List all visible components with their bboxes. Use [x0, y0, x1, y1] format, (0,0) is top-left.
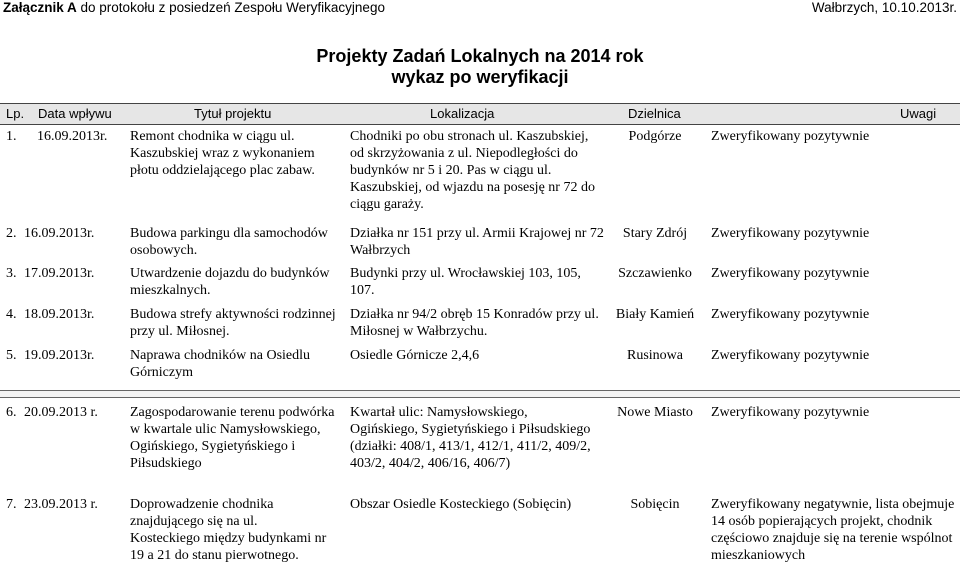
row-notes: Zweryfikowany pozytywnie: [711, 405, 870, 420]
page-title: [0, 46, 960, 88]
row-notes: Zweryfikowany pozytywnie: [711, 266, 870, 281]
row-title: Doprowadzenie chodnika znajdującego się na ul. Kosteckiego między budynkami nr 19 a 21 do stanu pierwotnego.: [130, 497, 327, 563]
attachment-label-rest: do protokołu z posiedzeń Zespołu Weryfikacyjnego: [76, 0, 385, 15]
row-district: Biały Kamień: [615, 307, 695, 322]
row-date: 18.09.2013r.: [24, 307, 95, 322]
row-district: Stary Zdrój: [622, 226, 688, 241]
row-lp: 7.: [6, 497, 17, 512]
row-location: Działka nr 151 przy ul. Armii Krajowej nr 72 Wałbrzych: [350, 226, 604, 258]
column-header-district: Dzielnica: [628, 106, 681, 121]
row-date: 20.09.2013 r.: [24, 405, 98, 420]
row-title: Budowa parkingu dla samochodów osobowych.: [130, 226, 328, 258]
table-header: [0, 103, 960, 125]
row-date: 16.09.2013r.: [37, 129, 108, 144]
row-notes: Zweryfikowany negatywnie, lista obejmuje 14 osób popierających projekt, chodnik częściowo znajduje się na terenie wspólnot mieszkaniowych: [711, 497, 955, 563]
row-date: 23.09.2013 r.: [24, 497, 98, 512]
page-title-line-1: Projekty Zadań Lokalnych na 2014 rok: [316, 46, 644, 66]
column-header-location: Lokalizacja: [430, 106, 495, 121]
row-district: Nowe Miasto: [617, 405, 693, 420]
column-header-lp: Lp.: [6, 106, 25, 121]
row-location: Działka nr 94/2 obręb 15 Konradów przy ul. Miłosnej w Wałbrzychu.: [350, 307, 599, 339]
row-location: Budynki przy ul. Wrocławskiej 103, 105, 107.: [350, 266, 581, 298]
row-title: Utwardzenie dojazdu do budynków mieszkalnych.: [130, 266, 330, 298]
row-district: Szczawienko: [618, 266, 692, 281]
row-lp: 5.: [6, 348, 17, 363]
row-lp: 1.: [6, 129, 17, 144]
row-location: Chodniki po obu stronach ul. Kaszubskiej, od skrzyżowania z ul. Niepodległości do budynków nr 5 i 20. Pas w ciągu ul. Kaszubskiej, od wjazdu na posesję nr 72 do ciągu garaży.: [350, 129, 595, 212]
row-notes: Zweryfikowany pozytywnie: [711, 226, 870, 241]
row-title: Zagospodarowanie terenu podwórka w kwartale ulic Namysłowskiego, Ogińskiego, Sygietyńskiego i Piłsudskiego: [130, 405, 335, 471]
row-district: Sobięcin: [630, 497, 680, 512]
row-title: Budowa strefy aktywności rodzinnej przy ul. Miłosnej.: [130, 307, 336, 339]
section-divider: [0, 390, 960, 398]
document-header: [0, 0, 960, 16]
row-date: 17.09.2013r.: [24, 266, 95, 281]
row-lp: 3.: [6, 266, 17, 281]
place-date: Wałbrzych, 10.10.2013r.: [811, 0, 957, 15]
attachment-label: [3, 0, 385, 15]
row-location: Kwartał ulic: Namysłowskiego, Ogińskiego, Sygietyńskiego i Piłsudskiego (działki: 408/1, 413/1, 412/1, 411/2, 409/2, 403/2, 404/2, 406/16, 406/7): [350, 405, 591, 471]
row-notes: Zweryfikowany pozytywnie: [711, 307, 870, 322]
row-title: Naprawa chodników na Osiedlu Górniczym: [130, 348, 311, 380]
row-lp: 4.: [6, 307, 17, 322]
row-district: Rusinowa: [627, 348, 683, 363]
row-notes: Zweryfikowany pozytywnie: [711, 348, 870, 363]
column-header-title: Tytuł projektu: [194, 106, 272, 121]
row-lp: 6.: [6, 405, 17, 420]
row-date: 19.09.2013r.: [24, 348, 95, 363]
column-header-notes: Uwagi: [900, 106, 937, 121]
row-district: Podgórze: [628, 129, 682, 144]
attachment-label-bold: Załącznik A: [3, 0, 77, 15]
row-title: Remont chodnika w ciągu ul. Kaszubskiej wraz z wykonaniem płotu oddzielającego plac zabaw.: [130, 129, 315, 178]
column-header-date: Data wpływu: [38, 106, 112, 121]
page-title-line-2: wykaz po weryfikacji: [391, 67, 569, 87]
row-notes: Zweryfikowany pozytywnie: [711, 129, 870, 144]
row-lp: 2.: [6, 226, 17, 241]
row-date: 16.09.2013r.: [24, 226, 95, 241]
row-location: Osiedle Górnicze 2,4,6: [350, 348, 480, 363]
row-location: Obszar Osiedle Kosteckiego (Sobięcin): [350, 497, 572, 512]
